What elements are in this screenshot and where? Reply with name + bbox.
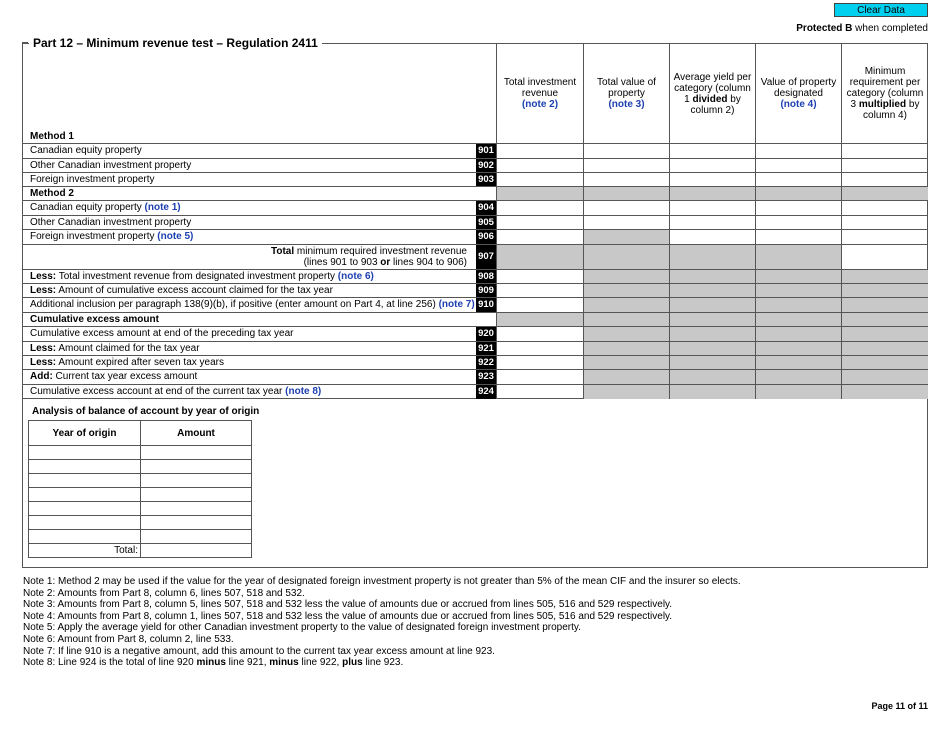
line-number-badge: 902 bbox=[476, 159, 496, 172]
shaded-cell bbox=[669, 385, 755, 399]
note-2-link[interactable]: (note 2) bbox=[521, 99, 559, 110]
part-title: Part 12 – Minimum revenue test – Regulation 2411 bbox=[29, 36, 322, 50]
shaded-cell bbox=[841, 356, 928, 369]
line-number-badge: 905 bbox=[476, 216, 496, 229]
amount-input-col-1[interactable] bbox=[496, 230, 583, 244]
year-input[interactable] bbox=[29, 446, 140, 459]
line-903-row bbox=[23, 172, 927, 186]
note-1: Note 1: Method 2 may be used if the value for the year of designated foreign investment property is not greater than 5% of the mean CIF and the insurer so elects. bbox=[23, 576, 741, 587]
amount-input-col-3[interactable] bbox=[669, 159, 755, 172]
amount-input-col-1[interactable] bbox=[496, 385, 583, 399]
note-7: Note 7: If line 910 is a negative amount, add this amount to the current tax year excess amount at line 923. bbox=[23, 645, 495, 657]
shaded-cell bbox=[669, 327, 755, 341]
shaded-cell bbox=[755, 356, 841, 369]
analysis-title: Analysis of balance of account by year of origin bbox=[32, 406, 260, 417]
shaded-cell bbox=[841, 370, 928, 384]
line-number-badge: 924 bbox=[476, 385, 496, 399]
note-2: Note 2: Amounts from Part 8, column 6, lines 507, 518 and 532. bbox=[23, 587, 305, 599]
shaded-cell bbox=[583, 284, 669, 297]
note-4: Note 4: Amounts from Part 8, column 1, lines 507, 518 and 532 less the value of amounts due or accrued from lines 505, 516 and 529 respectively. bbox=[23, 610, 673, 622]
col-header-5: Minimum requirement per category (column 3 multiplied by column 4) bbox=[841, 44, 928, 143]
note-4-link[interactable]: (note 4) bbox=[780, 99, 817, 110]
amount-input-col-3[interactable] bbox=[669, 144, 755, 158]
shaded-cell bbox=[755, 298, 841, 312]
shaded-cell bbox=[841, 187, 928, 200]
shaded-cell bbox=[755, 284, 841, 297]
amount-input[interactable] bbox=[140, 460, 251, 473]
method-2-heading: Method 2 bbox=[23, 186, 927, 200]
amount-input-col-2[interactable] bbox=[583, 173, 669, 186]
amount-input-col-1[interactable] bbox=[496, 173, 583, 186]
shaded-cell bbox=[669, 245, 755, 269]
line-description: Total minimum required investment revenue (lines 901 to 903 or lines 904 to 906) bbox=[270, 246, 467, 268]
shaded-cell bbox=[583, 356, 669, 369]
shaded-cell bbox=[669, 356, 755, 369]
amount-input-col-1[interactable] bbox=[496, 270, 583, 283]
line-922-row bbox=[23, 355, 927, 369]
amount-input-col-3[interactable] bbox=[669, 201, 755, 215]
line-905-row bbox=[23, 215, 927, 229]
col-header-3: Average yield per category (column 1 divided by column 2) bbox=[669, 44, 755, 143]
note-link[interactable]: (note 7) bbox=[438, 299, 475, 310]
amount-input-col-4[interactable] bbox=[755, 230, 841, 244]
line-description: Less: Amount claimed for the tax year bbox=[30, 343, 200, 354]
amount-input-col-1[interactable] bbox=[496, 370, 583, 384]
line-description: Foreign investment property bbox=[30, 174, 155, 185]
shaded-cell bbox=[841, 298, 928, 312]
line-description: Foreign investment property (note 5) bbox=[30, 231, 194, 242]
line-number-badge: 921 bbox=[476, 342, 496, 355]
amount-input-col-1[interactable] bbox=[496, 327, 583, 341]
col-header-4: Value of property designated (note 4) bbox=[755, 44, 841, 143]
method-1-heading: Method 1 bbox=[30, 131, 74, 142]
amount-input-col-5[interactable] bbox=[841, 201, 928, 215]
line-907-row bbox=[23, 244, 927, 269]
amount-input-col-2[interactable] bbox=[583, 144, 669, 158]
year-input[interactable] bbox=[29, 460, 140, 473]
shaded-cell bbox=[755, 245, 841, 269]
amount-input-col-2[interactable] bbox=[583, 201, 669, 215]
shaded-cell bbox=[669, 270, 755, 283]
clear-data-button[interactable]: Clear Data bbox=[834, 3, 928, 17]
line-901-row bbox=[23, 143, 927, 158]
note-link[interactable]: (note 6) bbox=[337, 271, 374, 282]
amount-input-col-4[interactable] bbox=[755, 144, 841, 158]
amount-input-col-1[interactable] bbox=[496, 144, 583, 158]
shaded-cell bbox=[583, 385, 669, 399]
line-description: Other Canadian investment property bbox=[30, 217, 192, 228]
notes bbox=[23, 576, 741, 669]
shaded-cell bbox=[669, 313, 755, 326]
line-description: Less: Total investment revenue from designated investment property (note 6) bbox=[30, 271, 374, 282]
shaded-cell bbox=[583, 313, 669, 326]
shaded-cell bbox=[755, 385, 841, 399]
note-3-link[interactable]: (note 3) bbox=[608, 99, 645, 110]
total-label: Total: bbox=[114, 545, 138, 556]
year-input[interactable] bbox=[29, 502, 140, 515]
line-description: Cumulative excess account at end of the current tax year (note 8) bbox=[30, 386, 322, 397]
shaded-cell bbox=[841, 284, 928, 297]
amount-input[interactable] bbox=[140, 474, 251, 487]
shaded-cell bbox=[755, 342, 841, 355]
amount-input-col-5[interactable] bbox=[841, 144, 928, 158]
amount-input-col-1[interactable] bbox=[496, 298, 583, 312]
amount-input-col-1[interactable] bbox=[496, 284, 583, 297]
line-number-badge: 907 bbox=[476, 245, 496, 269]
shaded-cell bbox=[841, 385, 928, 399]
year-input[interactable] bbox=[29, 488, 140, 501]
line-number-badge: 922 bbox=[476, 356, 496, 369]
cumulative-heading: Cumulative excess amount bbox=[23, 312, 927, 326]
line-description: Other Canadian investment property bbox=[30, 160, 192, 171]
year-input[interactable] bbox=[29, 474, 140, 487]
amount-input-col-5[interactable] bbox=[841, 173, 928, 186]
year-input[interactable] bbox=[29, 516, 140, 529]
shaded-cell bbox=[496, 313, 583, 326]
line-number-badge: 906 bbox=[476, 230, 496, 244]
shaded-cell bbox=[669, 298, 755, 312]
amount-input-col-3[interactable] bbox=[669, 230, 755, 244]
note-link[interactable]: (note 1) bbox=[144, 202, 181, 213]
shaded-cell bbox=[496, 245, 583, 269]
shaded-cell bbox=[583, 327, 669, 341]
line-number-badge: 904 bbox=[476, 201, 496, 215]
shaded-cell bbox=[583, 298, 669, 312]
line-description: Additional inclusion per paragraph 138(9)(b), if positive (enter amount on Part 4, at line 256) (note 7) bbox=[30, 299, 475, 310]
note-link[interactable]: (note 5) bbox=[157, 231, 194, 242]
amount-input-col-1[interactable] bbox=[496, 342, 583, 355]
amount-input-col-2[interactable] bbox=[583, 216, 669, 229]
total-amount-input[interactable] bbox=[140, 544, 251, 557]
shaded-cell bbox=[841, 313, 928, 326]
shaded-cell bbox=[669, 187, 755, 200]
line-902-row bbox=[23, 158, 927, 172]
line-908-row bbox=[23, 269, 927, 283]
line-904-row bbox=[23, 200, 927, 215]
amount-input-col-1[interactable] bbox=[496, 216, 583, 229]
line-number-badge: 901 bbox=[476, 144, 496, 158]
line-number-badge: 903 bbox=[476, 173, 496, 186]
line-description: Add: Current tax year excess amount bbox=[30, 371, 198, 382]
amount-input-col-1[interactable] bbox=[496, 201, 583, 215]
amount-input-col-5[interactable] bbox=[841, 216, 928, 229]
amount-input[interactable] bbox=[140, 530, 251, 543]
line-920-row bbox=[23, 326, 927, 341]
page-number: Page 11 of 11 bbox=[871, 701, 928, 711]
amount-input[interactable] bbox=[140, 516, 251, 529]
amount-input-col-5[interactable] bbox=[841, 159, 928, 172]
amount-input-col-2[interactable] bbox=[583, 159, 669, 172]
col-header-1: Total investment revenue (note 2) bbox=[496, 44, 583, 143]
shaded-cell bbox=[583, 245, 669, 269]
analysis-table bbox=[28, 420, 252, 558]
amount-input-col-4[interactable] bbox=[755, 173, 841, 186]
shaded-cell bbox=[841, 342, 928, 355]
shaded-cell bbox=[669, 342, 755, 355]
amount-input-col-3[interactable] bbox=[669, 173, 755, 186]
year-of-origin-header: Year of origin bbox=[52, 427, 117, 439]
shaded-cell bbox=[583, 270, 669, 283]
amount-input-col-5[interactable] bbox=[841, 230, 928, 244]
line-924-row bbox=[23, 384, 927, 399]
shaded-cell bbox=[583, 342, 669, 355]
line-906-row bbox=[23, 229, 927, 244]
line-number-badge: 920 bbox=[476, 327, 496, 341]
amount-input-col-1[interactable] bbox=[496, 356, 583, 369]
line-923-row bbox=[23, 369, 927, 384]
line-number-badge: 910 bbox=[476, 298, 496, 312]
shaded-cell bbox=[755, 327, 841, 341]
amount-input-col-4[interactable] bbox=[755, 216, 841, 229]
line-description: Canadian equity property bbox=[30, 145, 142, 156]
line-description: Canadian equity property (note 1) bbox=[30, 202, 181, 213]
shaded-cell bbox=[755, 313, 841, 326]
shaded-cell bbox=[755, 370, 841, 384]
amount-input-col-1[interactable] bbox=[496, 159, 583, 172]
shaded-cell bbox=[755, 187, 841, 200]
shaded-cell bbox=[669, 370, 755, 384]
note-5: Note 5: Apply the average yield for other Canadian investment property to the value of designated foreign investment property. bbox=[23, 622, 581, 634]
shaded-cell bbox=[583, 230, 669, 244]
shaded-cell bbox=[583, 187, 669, 200]
col-header-2: Total value of property (note 3) bbox=[583, 44, 669, 143]
note-6: Note 6: Amount from Part 8, column 2, line 533. bbox=[23, 633, 234, 645]
shaded-cell bbox=[496, 187, 583, 200]
line-number-badge: 923 bbox=[476, 370, 496, 384]
shaded-cell bbox=[755, 270, 841, 283]
amount-input[interactable] bbox=[140, 446, 251, 459]
amount-input-col-4[interactable] bbox=[755, 159, 841, 172]
amount-input[interactable] bbox=[140, 502, 251, 515]
protected-label: Protected B when completed bbox=[796, 23, 928, 34]
line-description: Cumulative excess amount at end of the preceding tax year bbox=[30, 328, 294, 339]
year-input[interactable] bbox=[29, 530, 140, 543]
amount-input-col-3[interactable] bbox=[669, 216, 755, 229]
line-number-badge: 909 bbox=[476, 284, 496, 297]
note-8: Note 8: Line 924 is the total of line 920 minus line 921, minus line 922, plus line 923. bbox=[23, 657, 404, 669]
shaded-cell bbox=[669, 284, 755, 297]
shaded-cell bbox=[841, 270, 928, 283]
line-number-badge: 908 bbox=[476, 270, 496, 283]
line-909-row bbox=[23, 283, 927, 297]
note-link[interactable]: (note 8) bbox=[285, 386, 322, 397]
line-910-row bbox=[23, 297, 927, 312]
line-description: Less: Amount expired after seven tax years bbox=[30, 357, 224, 368]
line-description: Less: Amount of cumulative excess account claimed for the tax year bbox=[30, 285, 333, 296]
shaded-cell bbox=[841, 327, 928, 341]
note-3: Note 3: Amounts from Part 8, column 5, lines 507, 518 and 532 less the value of amounts due or accrued from lines 505, 516 and 529 respectively. bbox=[23, 599, 673, 611]
line-921-row bbox=[23, 341, 927, 355]
amount-header: Amount bbox=[140, 421, 251, 445]
shaded-cell bbox=[583, 370, 669, 384]
amount-input-col-5[interactable] bbox=[841, 245, 928, 269]
amount-input[interactable] bbox=[140, 488, 251, 501]
amount-input-col-4[interactable] bbox=[755, 201, 841, 215]
